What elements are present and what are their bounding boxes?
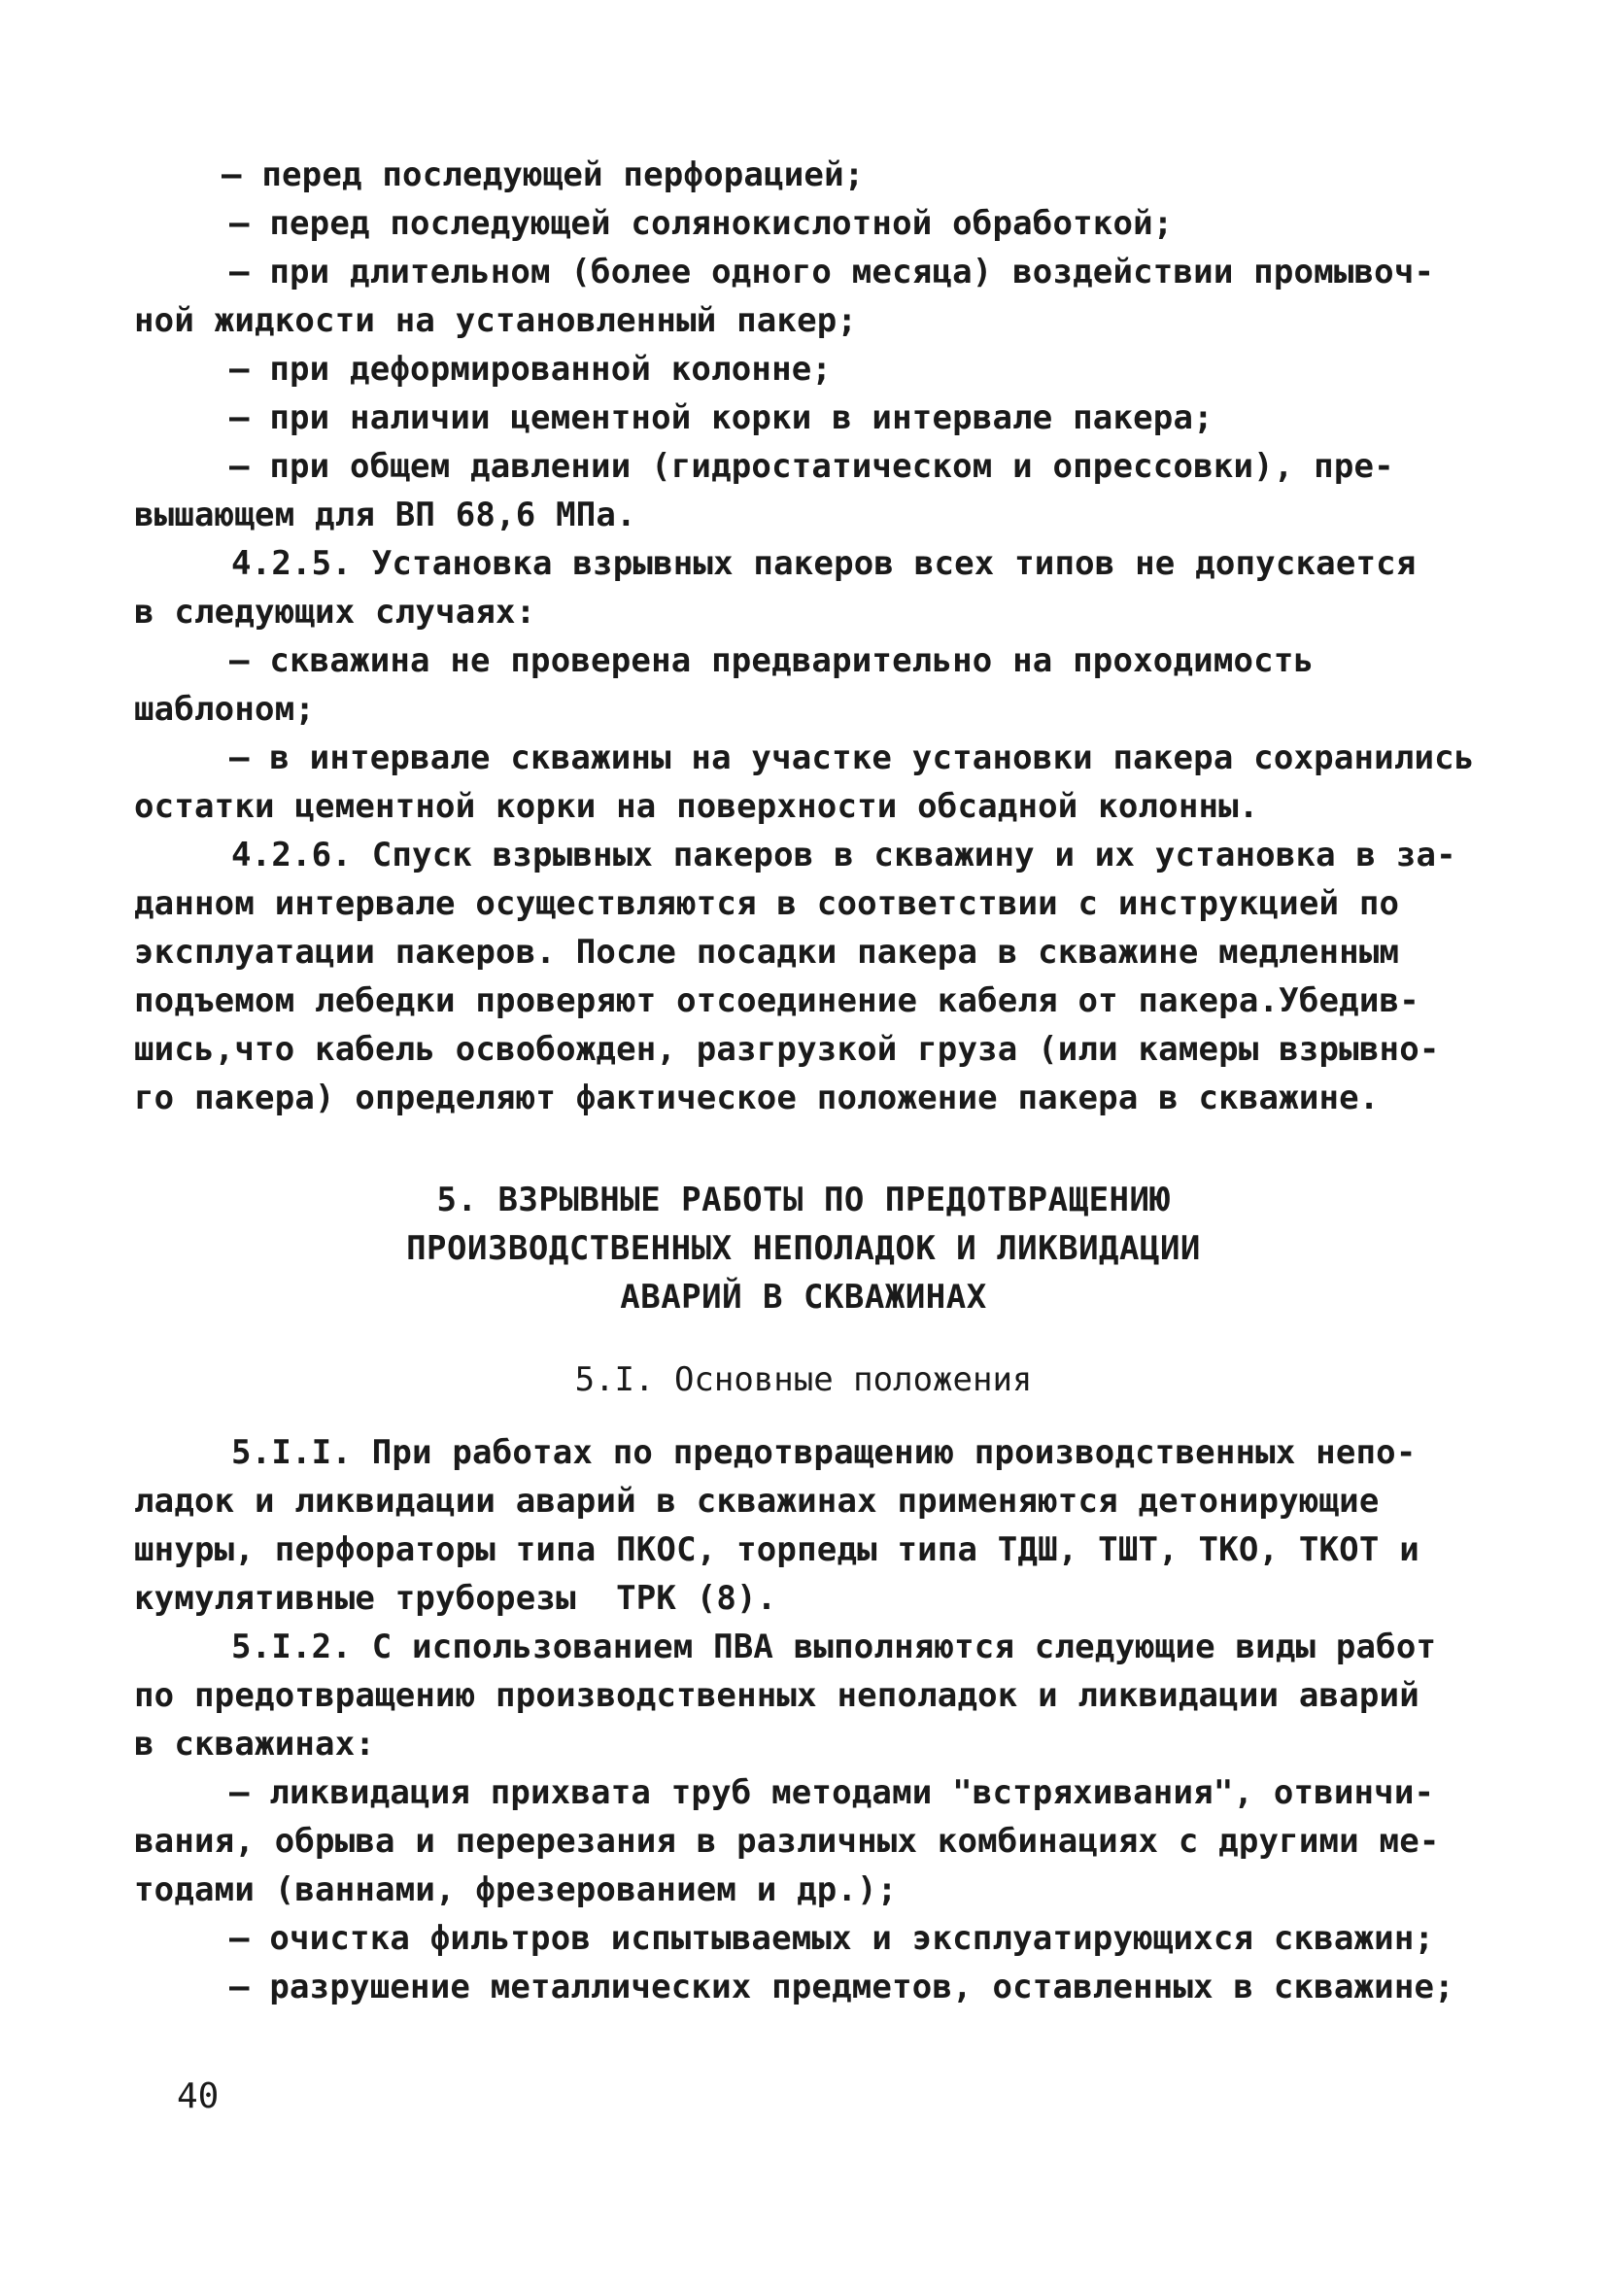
text-line: ной жидкости на установленный пакер;: [134, 301, 858, 340]
text-line: – при наличии цементной корки в интервале пакера;: [229, 398, 1214, 437]
text-line: вышающем для ВП 68,6 МПа.: [134, 496, 636, 534]
text-line: эксплуатации пакеров. После посадки пакера в скважине медленным: [134, 933, 1400, 972]
text-line: – при общем давлении (гидростатическом и опрессовки), пре-: [229, 447, 1394, 486]
text-line: данном интервале осуществляются в соответствии с инструкцией по: [134, 884, 1400, 923]
text-line: – при деформированной колонне;: [229, 350, 833, 389]
section-heading-line: АВАРИЙ В СКВАЖИНАХ: [620, 1278, 987, 1317]
text-line: 5.I.I. При работах по предотвращению производственных непо-: [231, 1433, 1417, 1472]
section-heading-line: ПРОИЗВОДСТВЕННЫХ НЕПОЛАДОК И ЛИКВИДАЦИИ: [406, 1229, 1201, 1268]
text-line: в следующих случаях:: [134, 593, 536, 632]
text-line: – скважина не проверена предварительно на проходимость: [229, 641, 1315, 680]
text-line: кумулятивные труборезы ТРК (8).: [134, 1579, 777, 1618]
text-line: вания, обрыва и перерезания в различных комбинациях с другими ме-: [134, 1822, 1440, 1861]
text-line: – ликвидация прихвата труб методами "встряхивания", отвинчи-: [229, 1773, 1435, 1812]
section-heading-line: 5. ВЗРЫВНЫЕ РАБОТЫ ПО ПРЕДОТВРАЩЕНИЮ: [436, 1181, 1171, 1219]
text-line: по предотвращению производственных неполадок и ликвидации аварий: [134, 1676, 1419, 1715]
text-line: – разрушение металлических предметов, оставленных в скважине;: [229, 1968, 1454, 2006]
text-line: шнуры, перфораторы типа ПКОС, торпеды типа ТДШ, ТШТ, ТКО, ТКОТ и: [134, 1530, 1419, 1569]
text-line: шаблоном;: [134, 690, 316, 729]
text-line: 4.2.6. Спуск взрывных пакеров в скважину и их установка в за-: [231, 836, 1456, 874]
text-line: – в интервале скважины на участке установки пакера сохранились: [229, 738, 1475, 777]
text-line: – перед последующей перфорацией;: [222, 155, 865, 194]
text-line: го пакера) определяют фактическое положение пакера в скважине.: [134, 1079, 1380, 1117]
subsection-heading: 5.I. Основные положения: [574, 1360, 1033, 1399]
text-line: – очистка фильтров испытываемых и эксплуатирующихся скважин;: [229, 1919, 1435, 1958]
text-line: шись,что кабель освобожден, разгрузкой груза (или камеры взрывно-: [134, 1030, 1440, 1069]
text-line: остатки цементной корки на поверхности обсадной колонны.: [134, 787, 1259, 826]
text-line: тодами (ваннами, фрезерованием и др.);: [134, 1870, 898, 1909]
page-number: 40: [177, 2076, 220, 2116]
text-line: подъемом лебедки проверяют отсоединение кабеля от пакера.Убедив-: [134, 981, 1419, 1020]
text-line: – перед последующей солянокислотной обработкой;: [229, 204, 1174, 243]
text-line: 4.2.5. Установка взрывных пакеров всех типов не допускается: [231, 544, 1417, 583]
text-line: 5.I.2. С использованием ПВА выполняются следующие виды работ: [231, 1628, 1437, 1666]
text-line: ладок и ликвидации аварий в скважинах применяются детонирующие: [134, 1482, 1380, 1521]
text-line: в скважинах:: [134, 1725, 376, 1764]
text-line: – при длительном (более одного месяца) воздействии промывоч-: [229, 253, 1435, 291]
